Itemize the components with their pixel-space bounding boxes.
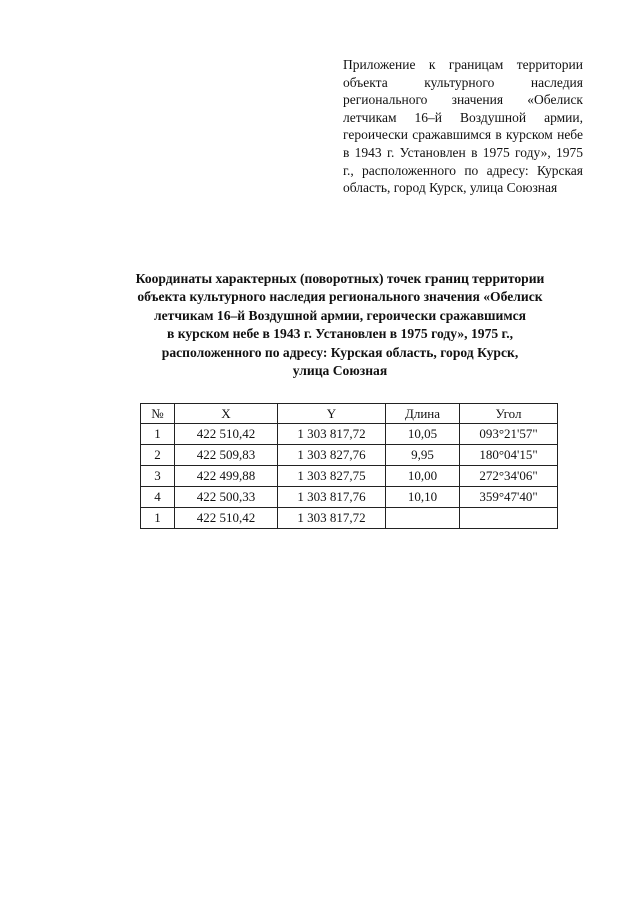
title-line: Координаты характерных (поворотных) точек границ территории <box>135 271 545 286</box>
cell-angle <box>460 508 558 529</box>
table-header-row <box>141 404 558 424</box>
title-line: летчикам 16–й Воздушной армии, героически сражавшимся <box>153 307 527 323</box>
cell-y: 1 303 817,72 <box>278 508 386 529</box>
table-row <box>141 466 558 487</box>
title-line: в курском небе в 1943 г. Установлен в 1975 году», 1975 г., <box>166 326 513 342</box>
cell-length: 10,10 <box>386 487 460 508</box>
cell-y: 1 303 817,72 <box>278 424 386 445</box>
cell-number: 1 <box>141 424 175 445</box>
cell-x: 422 499,88 <box>175 466 278 487</box>
cell-angle: 180°04'15" <box>460 445 558 466</box>
appendix-note: Приложение к границам территории объекта культурного наследия регионального значения «Обелиск летчикам 16–й Воздушной армии, героически сражавшимся в курском небе в 1943 г. Установлен в 1975 году», 1975 г., расположенного по адресу: Курская область, город Курск, улица Союзная <box>343 57 583 196</box>
cell-number: 4 <box>141 487 175 508</box>
cell-angle: 272°34'06" <box>460 466 558 487</box>
title-line: улица Союзная <box>292 363 388 379</box>
title-line: расположенного по адресу: Курская область, город Курск, <box>161 344 519 360</box>
cell-angle: 359°47'40" <box>460 487 558 508</box>
cell-length: 9,95 <box>386 445 460 466</box>
header-angle: Угол <box>460 404 558 424</box>
table-row <box>141 445 558 466</box>
header-x: X <box>175 404 278 424</box>
cell-number: 2 <box>141 445 175 466</box>
cell-x: 422 500,33 <box>175 487 278 508</box>
cell-length: 10,05 <box>386 424 460 445</box>
cell-angle: 093°21'57" <box>460 424 558 445</box>
coordinates-table <box>140 403 558 529</box>
cell-length: 10,00 <box>386 466 460 487</box>
cell-number: 3 <box>141 466 175 487</box>
cell-x: 422 510,42 <box>175 424 278 445</box>
cell-x: 422 509,83 <box>175 445 278 466</box>
table-row <box>141 487 558 508</box>
table-row <box>141 424 558 445</box>
title-line: объекта культурного наследия регионального значения «Обелиск <box>137 289 543 305</box>
cell-x: 422 510,42 <box>175 508 278 529</box>
cell-y: 1 303 817,76 <box>278 487 386 508</box>
document-title <box>100 270 580 380</box>
cell-number: 1 <box>141 508 175 529</box>
header-y: Y <box>278 404 386 424</box>
cell-y: 1 303 827,75 <box>278 466 386 487</box>
header-length: Длина <box>386 404 460 424</box>
table-row <box>141 508 558 529</box>
header-number: № <box>141 404 175 424</box>
cell-y: 1 303 827,76 <box>278 445 386 466</box>
cell-length <box>386 508 460 529</box>
